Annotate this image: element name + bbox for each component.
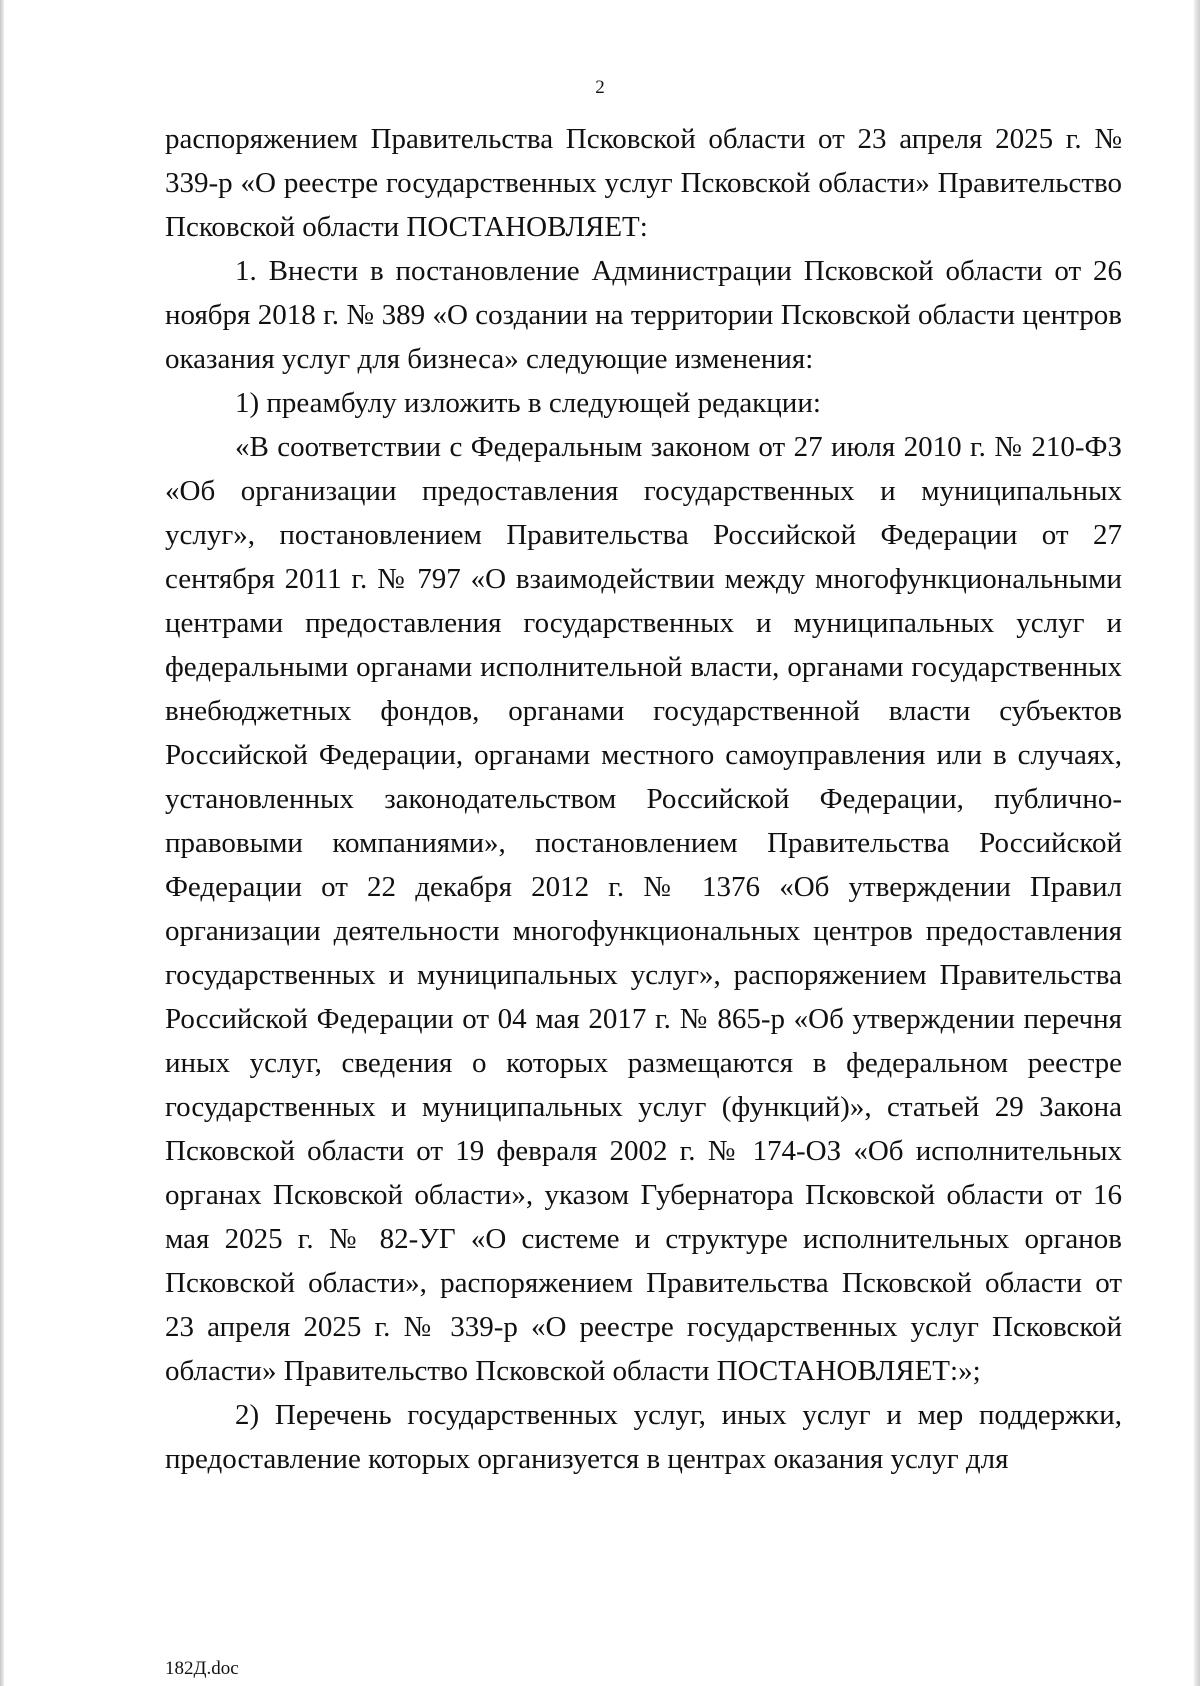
- footer-file-code: 182Д.doc: [165, 1658, 239, 1679]
- paragraph-item-1: 1. Внести в постановление Администрации Псковской области от 26 ноября 2018 г. № 389 «О создании на территории Псковской области центров оказания услуг для бизнеса» следующие изменения:: [165, 255, 1122, 375]
- scan-edge-left: [0, 0, 4, 1686]
- paragraph-subitem-2: 2) Перечень государственных услуг, иных услуг и мер поддержки, предоставление которых организуется в центрах оказания услуг для: [165, 1399, 1122, 1475]
- paragraph-subitem-1: 1) преамбулу изложить в следующей редакции:: [235, 387, 821, 419]
- document-body: [165, 117, 1122, 1481]
- page-number: 2: [595, 77, 605, 98]
- scan-edge-right: [1194, 0, 1200, 1686]
- paragraph-continuation: распоряжением Правительства Псковской области от 23 апреля 2025 г. № 339-р «О реестре государственных услуг Псковской области» Правительство Псковской области ПОСТАНОВЛЯЕТ:: [165, 123, 1122, 243]
- paragraph-preamble-text: «В соответствии с Федеральным законом от 27 июля 2010 г. № 210-ФЗ «Об организации предоставления государственных и муниципальных услуг», постановлением Правительства Российской Федерации от 27 сентября 2011 г. № 797 «О взаимодействии между многофункциональными центрами предоставления государственных и муниципальных услуг и федеральными органами исполнительной власти, органами государственных внебюджетных фондов, органами государственной власти субъектов Российской Федерации, органами местного самоуправления или в случаях, установленных законодательством Российской Федерации, публично-правовыми компаниями», постановлением Правительства Российской Федерации от 22 декабря 2012 г. № 1376 «Об утверждении Правил организации деятельности многофункциональных центров предоставления государственных и муниципальных услуг», распоряжением Правительства Российской Федерации от 04 мая 2017 г. № 865-р «Об утверждении перечня иных услуг, сведения о которых размещаются в федеральном реестре государственных и муниципальных услуг (функций)», статьей 29 Закона Псковской области от 19 февраля 2002 г. № 174-ОЗ «Об исполнительных органах Псковской области», указом Губернатора Псковской области от 16 мая 2025 г. № 82-УГ «О системе и структуре исполнительных органов Псковской области», распоряжением Правительства Псковской области от 23 апреля 2025 г. № 339-р «О реестре государственных услуг Псковской области» Правительство Псковской области ПОСТАНОВЛЯЕТ:»;: [165, 431, 1122, 1387]
